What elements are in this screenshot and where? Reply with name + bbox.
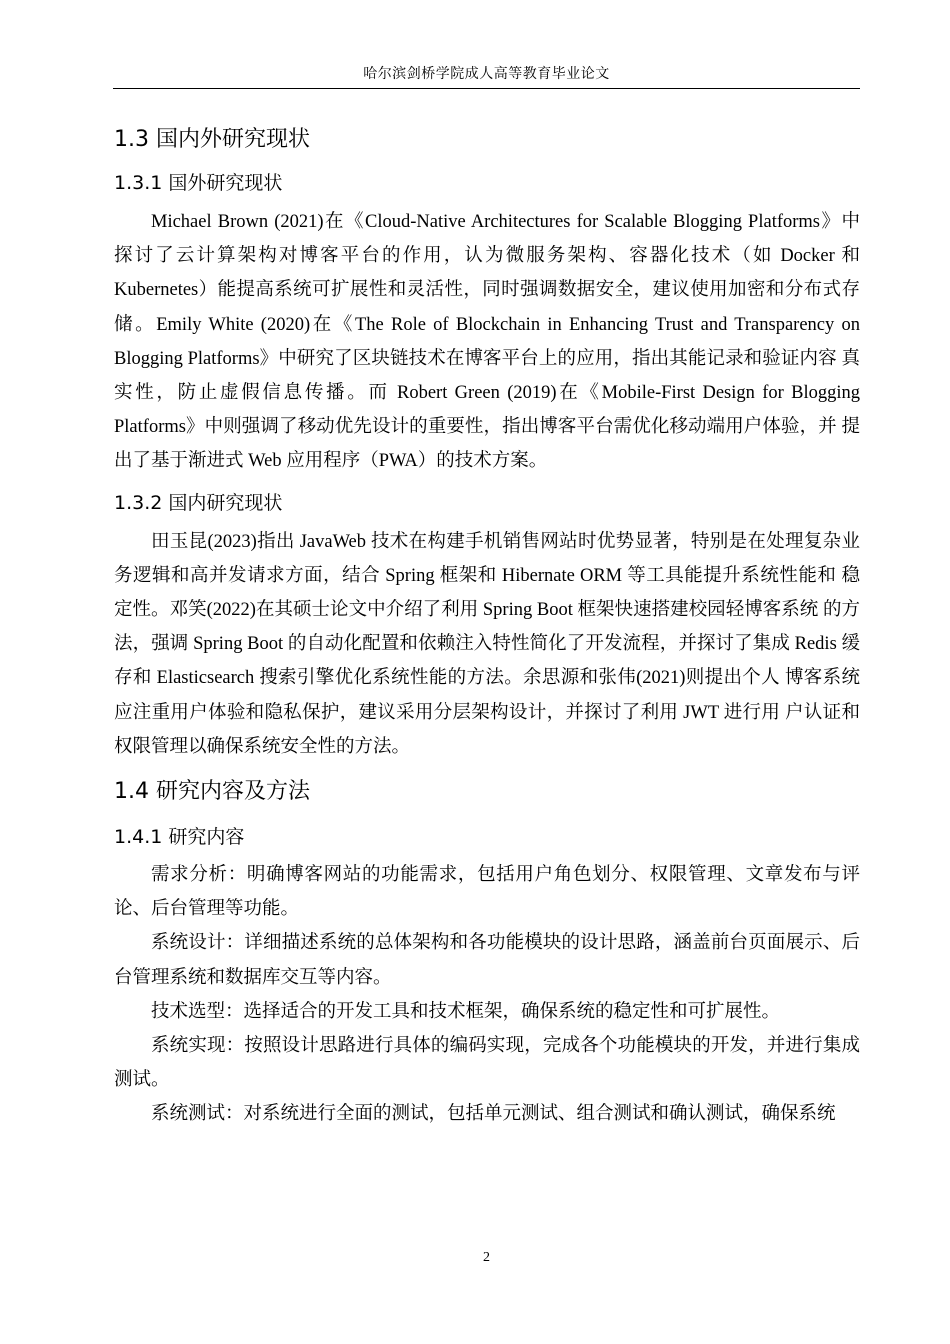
subsection-heading-1-3-1: 1.3.1 国外研究现状 bbox=[114, 172, 283, 194]
header-divider bbox=[113, 88, 860, 89]
section-heading-1-4: 1.4 研究内容及方法 bbox=[114, 779, 310, 805]
page-body bbox=[114, 120, 860, 1132]
running-header: 哈尔滨剑桥学院成人高等教育毕业论文 bbox=[363, 67, 610, 82]
subsection-heading-1-3-2: 1.3.2 国内研究现状 bbox=[114, 491, 283, 514]
paragraph-domestic-research: 田玉昆(2023)指出 JavaWeb 技术在构建手机销售网站时优势显著，特别是在处理复杂业务逻辑和高并发请求方面，结合 Spring 框架和 Hibernate ORM 等工具能提升系统性能和 稳定性。邓笑(2022)在其硕士论文中介绍了利用 Spring Boot 框架快速搭建校园轻博客系统 的方法，强调 Spring Boot 的自动化配置和依赖注入特性简化了开发流程，并探讨了集成 Redis 缓存和 Elasticsearch 搜索引擎优化系统性能的方法。余思源和张伟(2021)则提出个人 博客系统应注重用户体验和隐私保护，建议采用分层架构设计，并探讨了利用 JWT 进行用 户认证和权限管理以确保系统安全性的方法。 bbox=[114, 531, 860, 757]
list-item-testing: 系统测试：对系统进行全面的测试，包括单元测试、组合测试和确认测试，确保系统 bbox=[151, 1104, 836, 1125]
section-heading-1-3: 1.3 国内外研究现状 bbox=[114, 127, 310, 152]
list-item-system-design: 系统设计：详细描述系统的总体架构和各功能模块的设计思路，涵盖前台页面展示、后台管理系统和数据库交互等内容。 bbox=[114, 933, 860, 988]
list-item-tech-selection: 技术选型：选择适合的开发工具和技术框架，确保系统的稳定性和可扩展性。 bbox=[151, 1001, 781, 1022]
subsection-heading-1-4-1: 1.4.1 研究内容 bbox=[114, 826, 245, 849]
list-item-implementation: 系统实现：按照设计思路进行具体的编码实现，完成各个功能模块的开发，并进行集成测试。 bbox=[114, 1036, 860, 1091]
list-item-requirements: 需求分析：明确博客网站的功能需求，包括用户角色划分、权限管理、文章发布与评论、后台管理等功能。 bbox=[114, 865, 860, 920]
page-number: 2 bbox=[483, 1250, 490, 1265]
paragraph-foreign-research: Michael Brown (2021)在《Cloud-Native Architectures for Scalable Blogging Platforms》中 探讨了云计算架构对博客平台的作用，认为微服务架构、容器化技术（如 Docker 和 Kubernetes）能提高系统可扩展性和灵活性，同时强调数据安全，建议使用加密和分布式存储。Emily White (2020)在《The Role of Blockchain in Enhancing Trust and Transparency on Blogging Platforms》中研究了区块链技术在博客平台上的应用，指出其能记录和验证内容 真实性，防止虚假信息传播。而 Robert Green (2019)在《Mobile-First Design for Blogging Platforms》中则强调了移动优先设计的重要性，指出博客平台需优化移动端用户体验，并 提出了基于渐进式 Web 应用程序（PWA）的技术方案。 bbox=[114, 212, 860, 472]
